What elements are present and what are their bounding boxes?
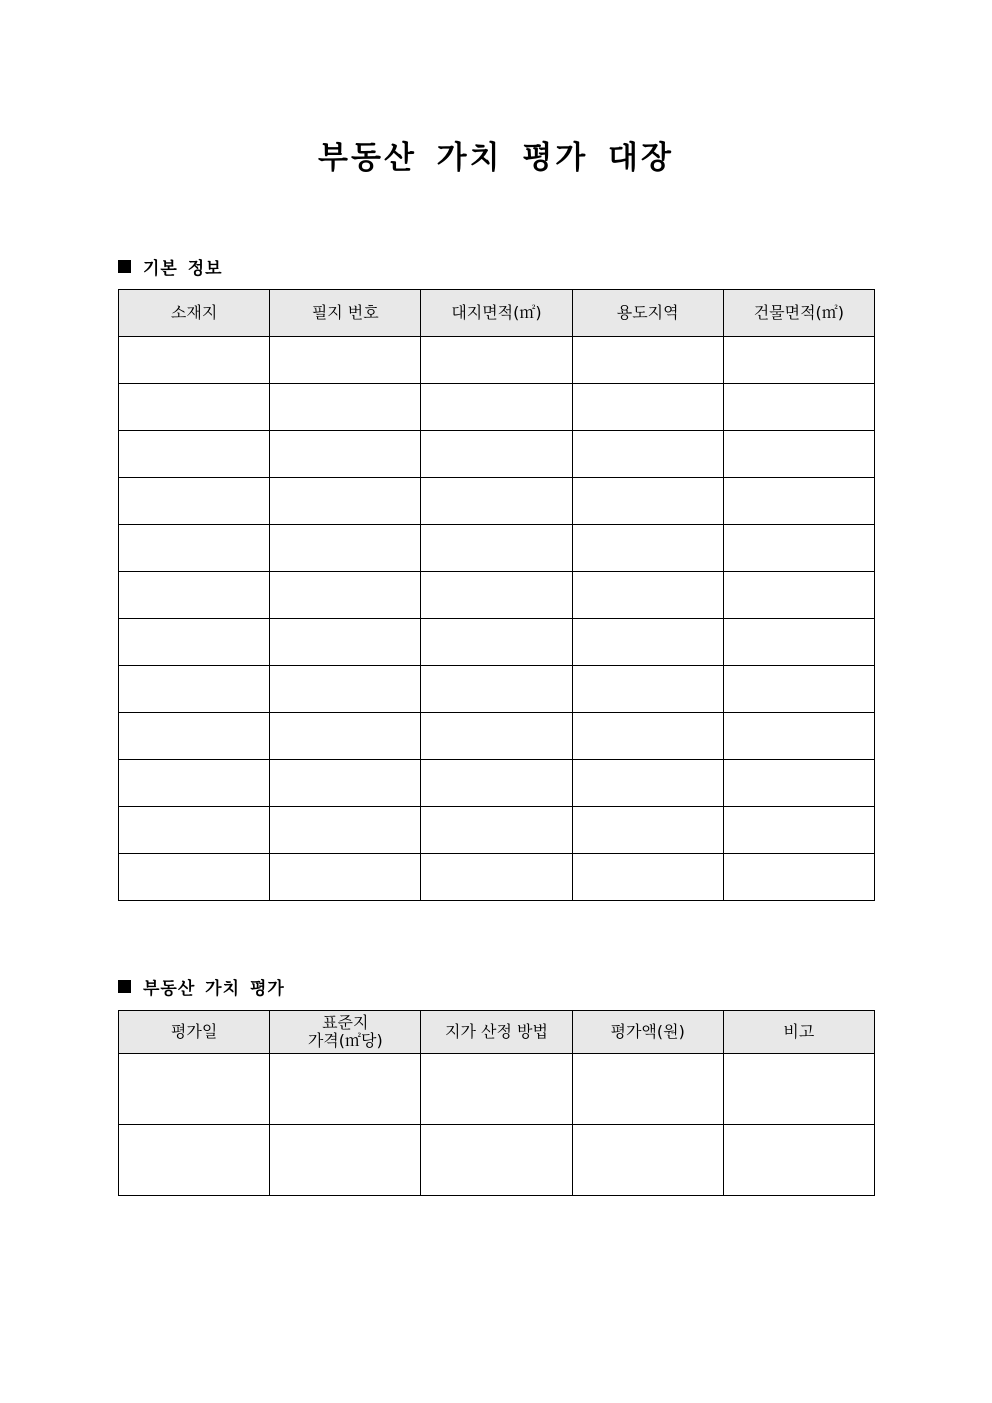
table-cell[interactable]	[119, 384, 270, 431]
square-bullet-icon	[118, 980, 131, 993]
table-cell[interactable]	[270, 384, 421, 431]
table-cell[interactable]	[572, 572, 723, 619]
table-cell[interactable]	[270, 478, 421, 525]
table-cell[interactable]	[572, 478, 723, 525]
table-cell[interactable]	[572, 1125, 723, 1196]
table-cell[interactable]	[421, 431, 572, 478]
table-cell[interactable]	[421, 525, 572, 572]
column-header-location: 소재지	[119, 290, 270, 337]
table-cell[interactable]	[270, 854, 421, 901]
table-cell[interactable]	[723, 525, 874, 572]
table-cell[interactable]	[421, 1054, 572, 1125]
header-row	[119, 1011, 875, 1054]
table-row	[119, 1125, 875, 1196]
table-row	[119, 478, 875, 525]
table-cell[interactable]	[270, 619, 421, 666]
table-cell[interactable]	[119, 854, 270, 901]
table-cell[interactable]	[723, 1054, 874, 1125]
table-cell[interactable]	[723, 807, 874, 854]
table-cell[interactable]	[119, 478, 270, 525]
table-row	[119, 854, 875, 901]
table-cell[interactable]	[723, 713, 874, 760]
section-heading-valuation	[118, 974, 285, 999]
table-cell[interactable]	[421, 854, 572, 901]
table-cell[interactable]	[119, 713, 270, 760]
column-header-remarks: 비고	[723, 1011, 874, 1054]
table-cell[interactable]	[572, 337, 723, 384]
table-cell[interactable]	[421, 384, 572, 431]
table-row	[119, 431, 875, 478]
table-cell[interactable]	[421, 1125, 572, 1196]
section-heading-basic-info	[118, 254, 223, 279]
table-cell[interactable]	[270, 666, 421, 713]
column-header-building-area: 건물면적(㎡)	[723, 290, 874, 337]
table-cell[interactable]	[119, 619, 270, 666]
table-row	[119, 525, 875, 572]
table-cell[interactable]	[572, 619, 723, 666]
table-cell[interactable]	[119, 1125, 270, 1196]
basic-info-table	[118, 289, 875, 901]
table-cell[interactable]	[572, 760, 723, 807]
table-cell[interactable]	[270, 572, 421, 619]
table-cell[interactable]	[119, 807, 270, 854]
table-cell[interactable]	[723, 760, 874, 807]
table-cell[interactable]	[421, 337, 572, 384]
table-cell[interactable]	[572, 1054, 723, 1125]
table-cell[interactable]	[723, 619, 874, 666]
section-heading-label: 기본 정보	[143, 259, 223, 279]
table-row	[119, 572, 875, 619]
table-cell[interactable]	[723, 337, 874, 384]
table-row	[119, 760, 875, 807]
document-title: 부동산 가치 평가 대장	[318, 140, 674, 176]
table-cell[interactable]	[119, 760, 270, 807]
table-cell[interactable]	[270, 713, 421, 760]
table-cell[interactable]	[421, 713, 572, 760]
table-cell[interactable]	[572, 384, 723, 431]
column-header-parcel-number: 필지 번호	[270, 290, 421, 337]
table-cell[interactable]	[572, 807, 723, 854]
table-cell[interactable]	[723, 478, 874, 525]
square-bullet-icon	[118, 260, 131, 273]
table-row	[119, 1054, 875, 1125]
table-cell[interactable]	[572, 431, 723, 478]
table-cell[interactable]	[572, 713, 723, 760]
table-cell[interactable]	[572, 666, 723, 713]
table-cell[interactable]	[572, 525, 723, 572]
table-row	[119, 807, 875, 854]
table-cell[interactable]	[119, 525, 270, 572]
table-cell[interactable]	[119, 1054, 270, 1125]
table-cell[interactable]	[119, 666, 270, 713]
table-row	[119, 666, 875, 713]
column-header-valuation-date: 평가일	[119, 1011, 270, 1054]
header-row	[119, 290, 875, 337]
table-cell[interactable]	[723, 384, 874, 431]
table-cell[interactable]	[723, 572, 874, 619]
table-cell[interactable]	[270, 431, 421, 478]
table-cell[interactable]	[270, 1125, 421, 1196]
table-cell[interactable]	[723, 666, 874, 713]
column-header-pricing-method: 지가 산정 방법	[421, 1011, 572, 1054]
column-header-land-area: 대지면적(㎡)	[421, 290, 572, 337]
table-row	[119, 619, 875, 666]
table-cell[interactable]	[421, 619, 572, 666]
table-cell[interactable]	[270, 525, 421, 572]
table-cell[interactable]	[270, 807, 421, 854]
table-cell[interactable]	[270, 760, 421, 807]
table-cell[interactable]	[723, 854, 874, 901]
valuation-table	[118, 1010, 875, 1196]
table-cell[interactable]	[723, 431, 874, 478]
table-cell[interactable]	[270, 1054, 421, 1125]
table-row	[119, 337, 875, 384]
table-cell[interactable]	[119, 337, 270, 384]
table-cell[interactable]	[572, 854, 723, 901]
table-cell[interactable]	[421, 478, 572, 525]
table-cell[interactable]	[421, 760, 572, 807]
table-cell[interactable]	[421, 807, 572, 854]
column-header-appraised-value: 평가액(원)	[572, 1011, 723, 1054]
table-cell[interactable]	[421, 572, 572, 619]
table-row	[119, 384, 875, 431]
table-cell[interactable]	[421, 666, 572, 713]
table-cell[interactable]	[119, 431, 270, 478]
column-header-standard-price: 표준지 가격(㎡당)	[270, 1011, 421, 1054]
table-row	[119, 713, 875, 760]
section-heading-label: 부동산 가치 평가	[143, 979, 285, 999]
column-header-zoning: 용도지역	[572, 290, 723, 337]
table-cell[interactable]	[723, 1125, 874, 1196]
table-cell[interactable]	[119, 572, 270, 619]
table-cell[interactable]	[270, 337, 421, 384]
